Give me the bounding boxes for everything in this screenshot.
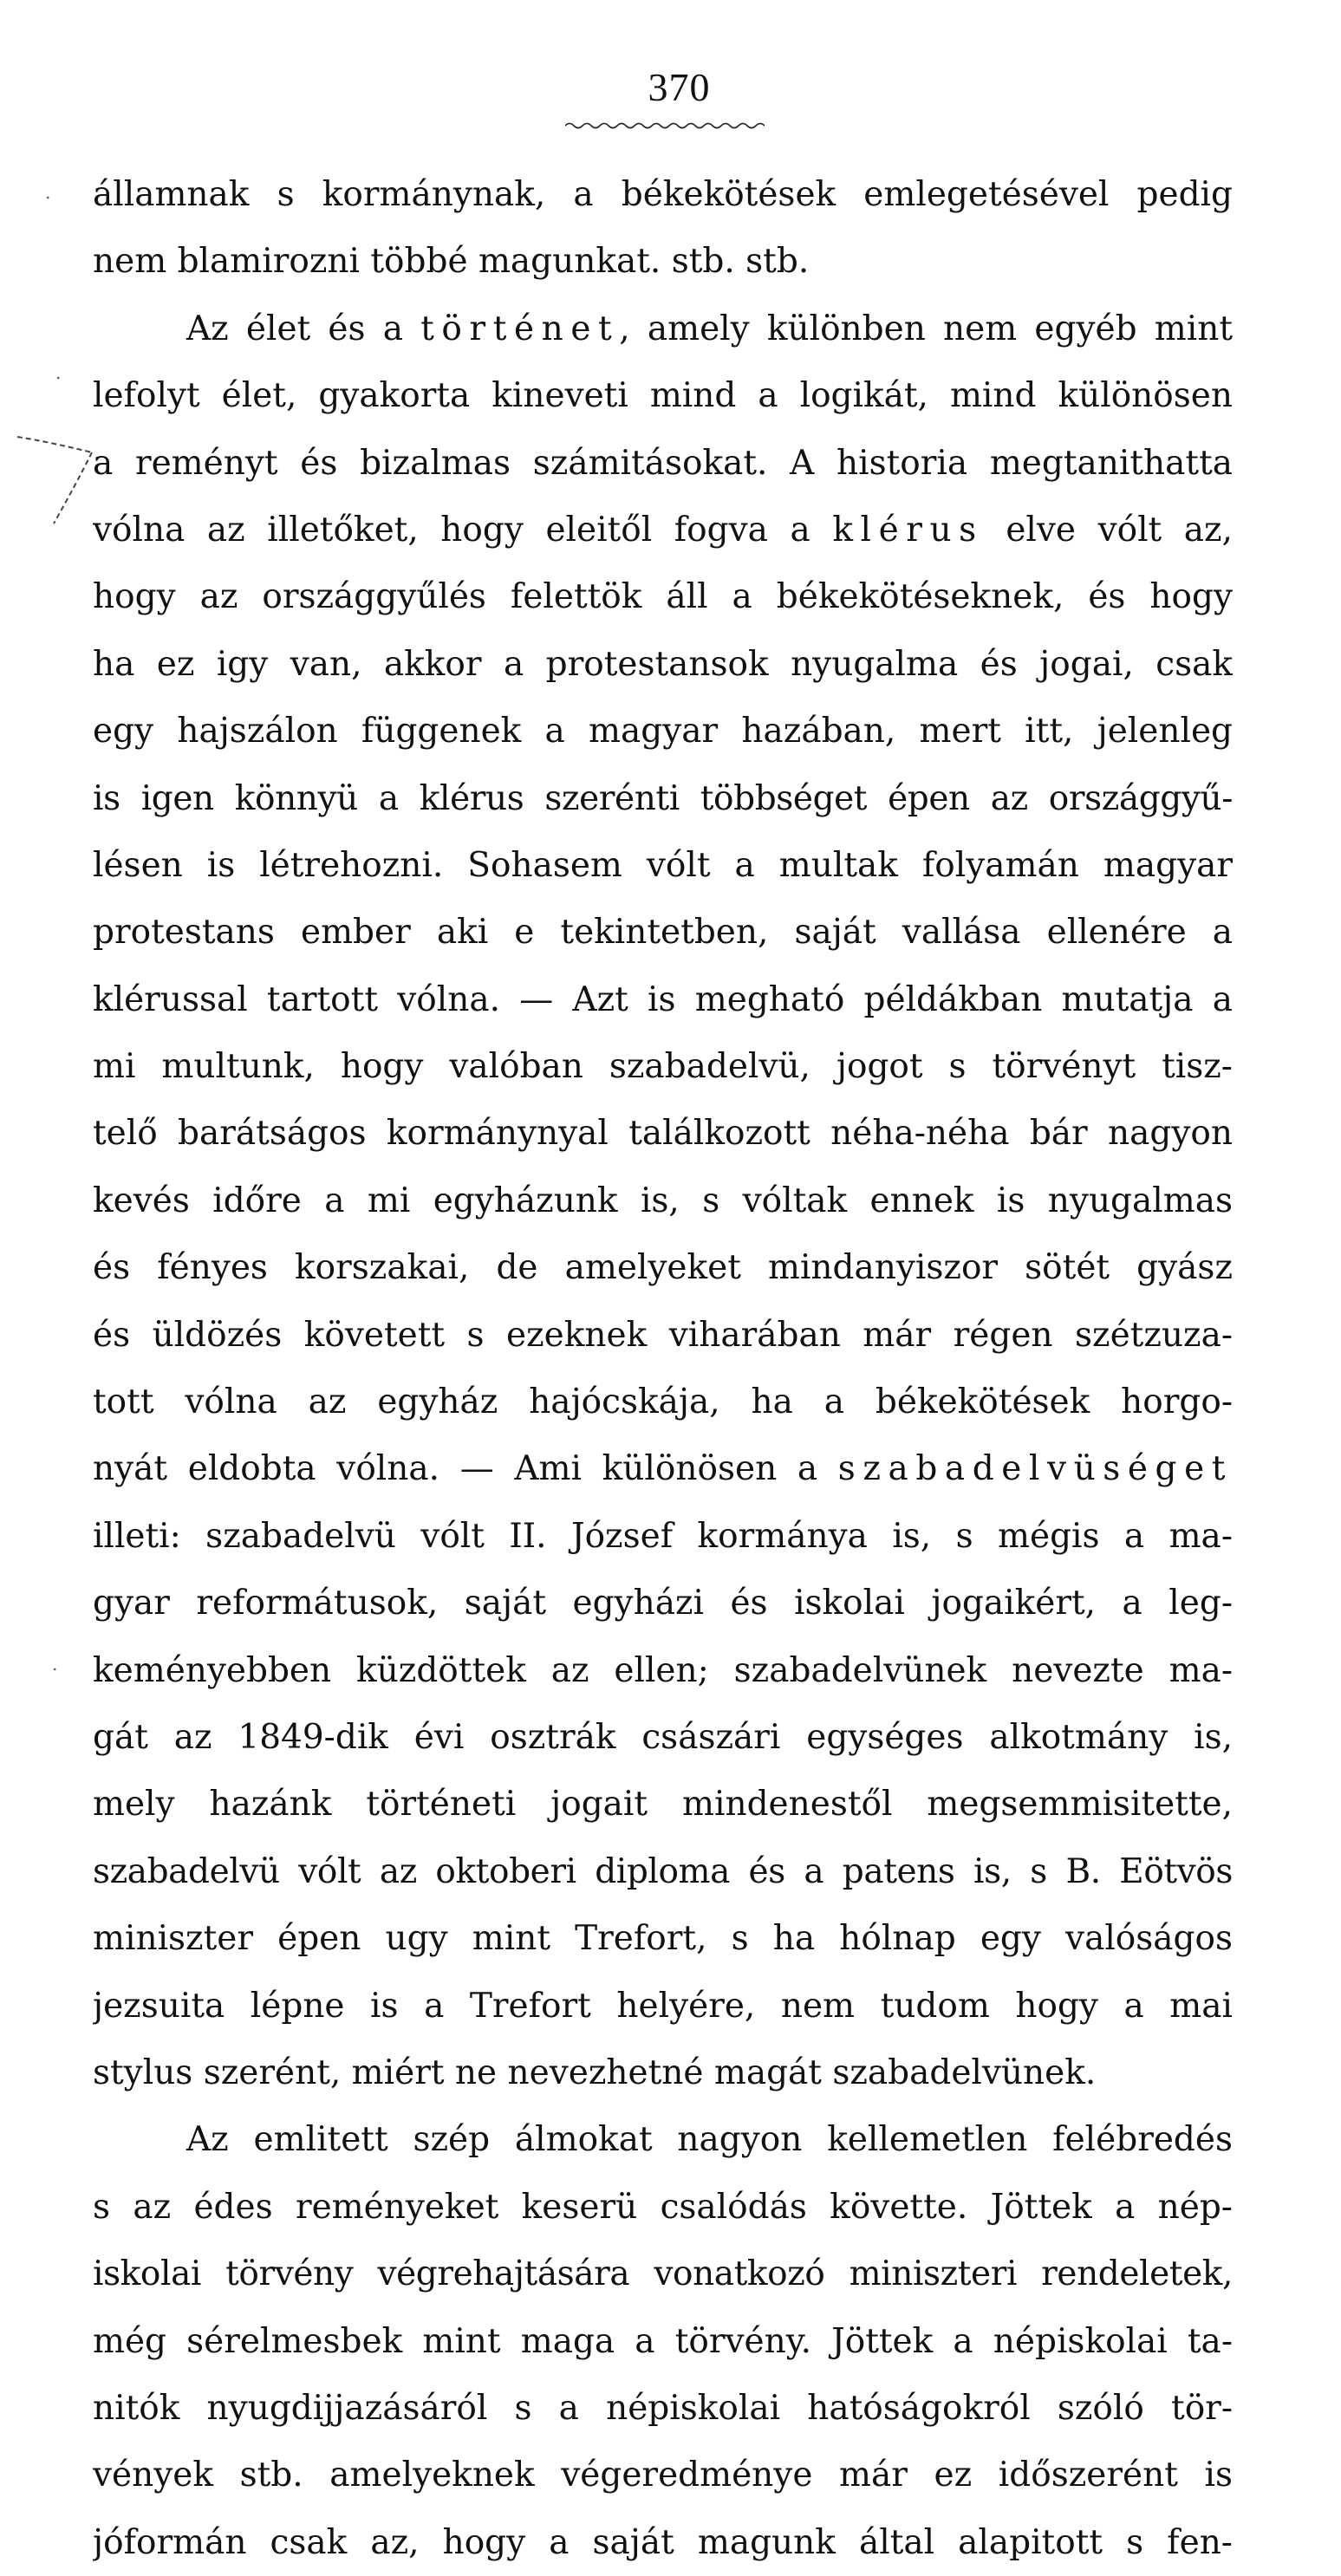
text-line: vények stb. amelyeknek végeredménye már ez időszerént is: [93, 2456, 1233, 2495]
text-line: stylus szerént, miért ne nevezhetné magát szabadelvünek.: [93, 2052, 1097, 2092]
page-header: [0, 65, 1341, 109]
text-line: protestans ember aki e tekintetben, saját vallása ellenére a: [93, 913, 1233, 953]
spaced-emphasis: klérus: [832, 510, 984, 550]
text-line: szabadelvü vólt az oktoberi diploma és a patens is, s B. Eötvös: [93, 1851, 1233, 1891]
page-body-text: [93, 161, 1233, 2576]
text-line: miniszter épen ugy mint Trefort, s ha hólnap egy valóságos: [93, 1919, 1233, 1959]
text-line: nitók nyugdijjazásáról s a népiskolai hatóságokról szóló tör-: [93, 2388, 1233, 2428]
text-line: s az édes reményeket keserü csalódás követte. Jöttek a nép-: [93, 2187, 1233, 2227]
margin-dot-mark: .: [45, 182, 51, 203]
text-line: Az élet és a történet, amely különben nem egyéb mint: [186, 309, 1233, 348]
margin-dot-mark: .: [55, 362, 62, 383]
spaced-emphasis: történet: [420, 309, 620, 348]
page-number: 370: [648, 65, 711, 109]
margin-pen-stroke-mark: [16, 423, 102, 527]
text-line: telő barátságos kormánynyal találkozott néha-néha bár nagyon: [93, 1114, 1233, 1154]
text-line: ha ez igy van, akkor a protestansok nyugalma és jogai, csak: [93, 644, 1233, 684]
text-line: iskolai törvény végrehajtására vonatkozó miniszteri rendeletek,: [93, 2254, 1233, 2294]
text-line: mi multunk, hogy valóban szabadelvü, jogot s törvényt tisz-: [93, 1047, 1233, 1087]
margin-dot-mark: .: [52, 1654, 58, 1675]
text-line: államnak s kormánynak, a békekötések emlegetésével pedig: [93, 175, 1233, 214]
text-line: nem blamirozni többé magunkat. stb. stb.: [93, 242, 810, 282]
text-line: egy hajszálon függenek a magyar hazában, mert itt, jelenleg: [93, 712, 1233, 751]
text-line: klérussal tartott vólna. — Azt is megható példákban mutatja a: [93, 979, 1233, 1019]
text-line: illeti: szabadelvü vólt II. József kormánya is, s mégis a ma-: [93, 1516, 1233, 1556]
page-number-wavy-rule: [565, 121, 765, 130]
text-line: a reményt és bizalmas számitásokat. A historia megtanithatta: [93, 443, 1233, 483]
text-line: lésen is létrehozni. Sohasem vólt a multak folyamán magyar: [93, 845, 1233, 885]
text-line: és fényes korszakai, de amelyeket mindanyiszor sötét gyász: [93, 1248, 1233, 1288]
text-line: kevés időre a mi egyházunk is, s vóltak ennek is nyugalmas: [93, 1181, 1233, 1220]
text-line: mely hazánk történeti jogait mindenestől megsemmisitette,: [93, 1785, 1233, 1825]
text-line: tott vólna az egyház hajócskája, ha a békekötések horgo-: [93, 1382, 1233, 1422]
text-line: keményebben küzdöttek az ellen; szabadelvünek nevezte ma-: [93, 1650, 1233, 1690]
text-line: Az emlitett szép álmokat nagyon kellemetlen felébredés: [186, 2120, 1233, 2160]
text-line: lefolyt élet, gyakorta kineveti mind a logikát, mind különösen: [93, 376, 1233, 416]
text-line: nyát eldobta vólna. — Ami különösen a szabadelvüséget: [93, 1449, 1233, 1489]
text-line: hogy az országgyűlés felettök áll a békekötéseknek, és hogy: [93, 577, 1233, 617]
text-line: és üldözés követett s ezeknek viharában már régen szétzuza-: [93, 1315, 1233, 1355]
text-line: jóformán csak az, hogy a saját magunk által alapitott s fen-: [93, 2522, 1233, 2562]
text-line: még sérelmesbek mint maga a törvény. Jöttek a népiskolai ta-: [93, 2321, 1233, 2361]
text-line: jezsuita lépne is a Trefort helyére, nem tudom hogy a mai: [93, 1986, 1233, 2026]
text-line: vólna az illetőket, hogy eleitől fogva a klérus elve vólt az,: [93, 510, 1233, 550]
text-line: is igen könnyü a klérus szerénti többséget épen az országgyű-: [93, 778, 1233, 818]
text-line: gát az 1849-dik évi osztrák császári egységes alkotmány is,: [93, 1717, 1233, 1757]
spaced-emphasis: szabadelvüséget: [837, 1449, 1233, 1489]
text-line: gyar reformátusok, saját egyházi és iskolai jogaikért, a leg-: [93, 1584, 1233, 1623]
